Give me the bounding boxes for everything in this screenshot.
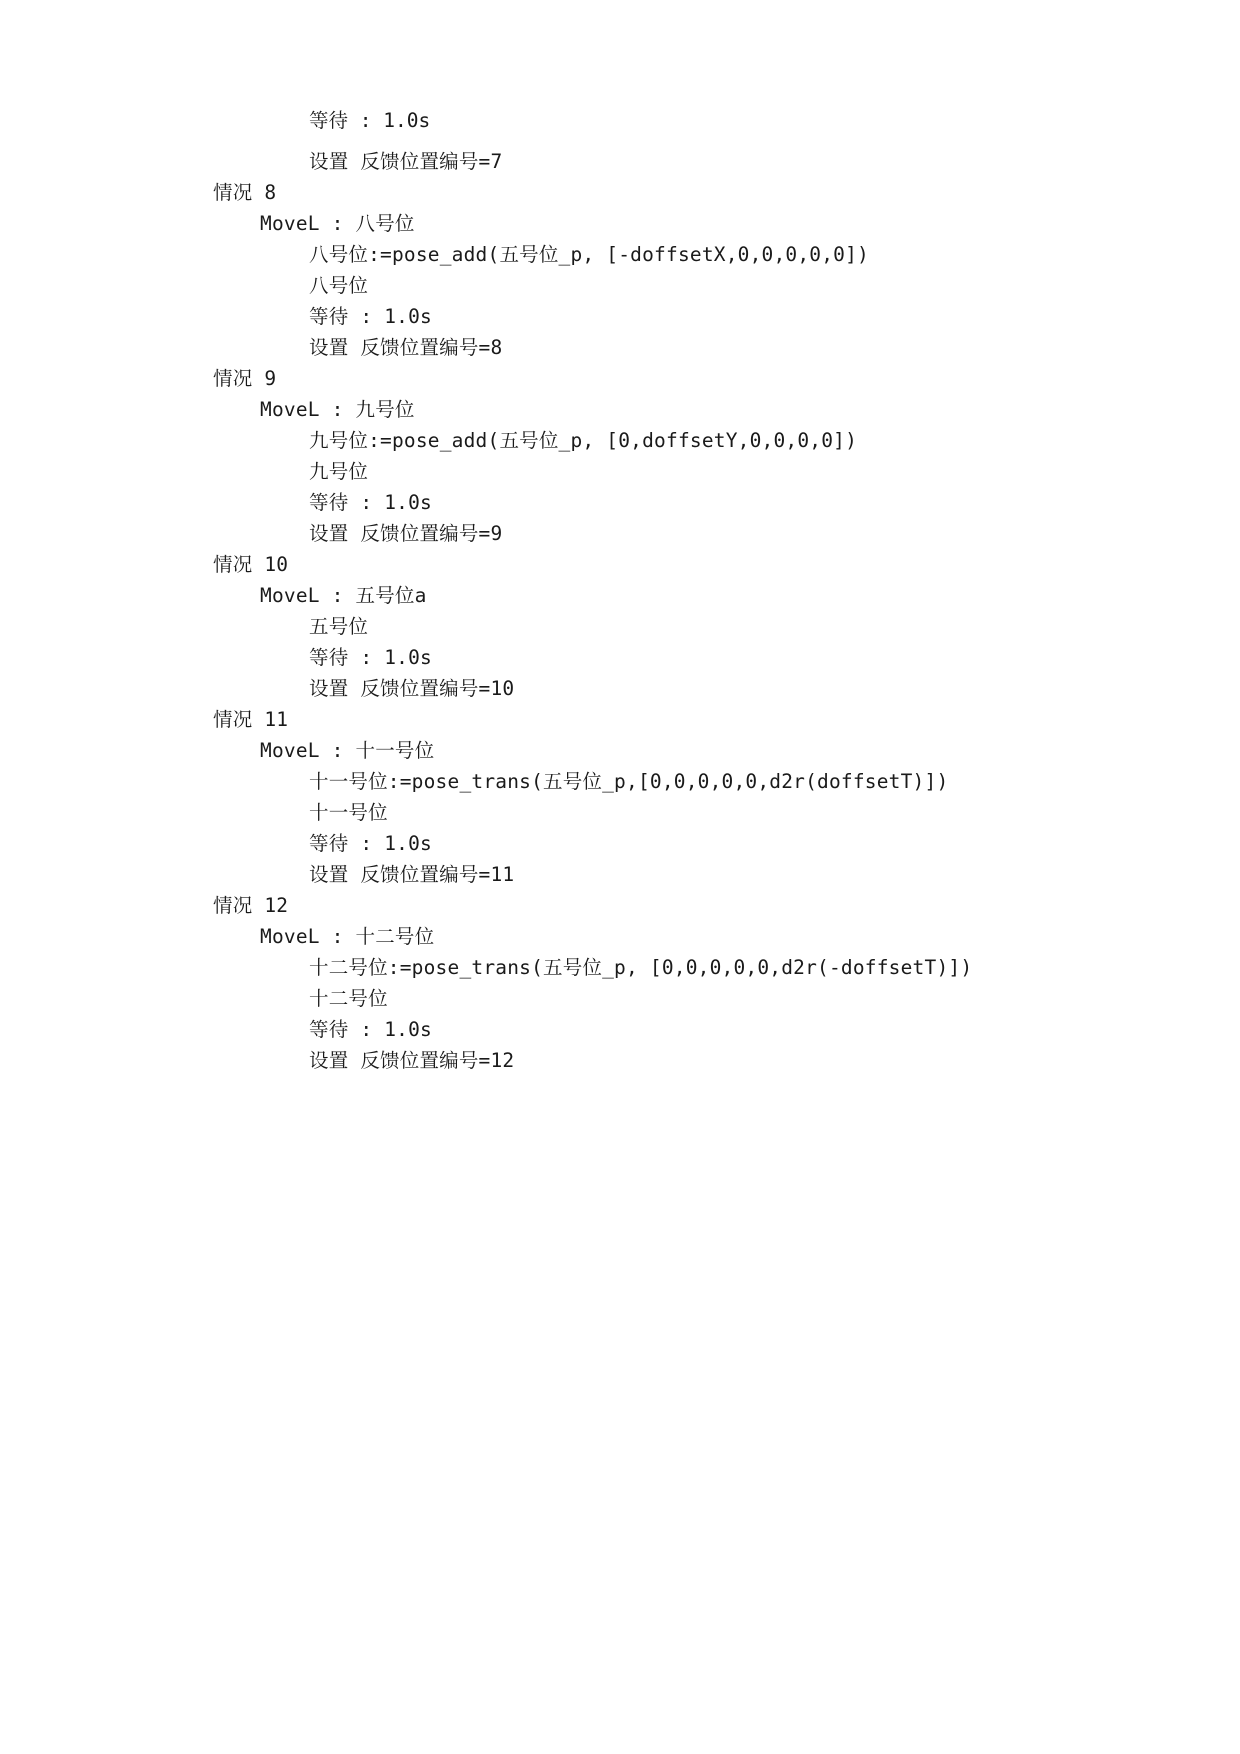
- set-feedback-line: 设置 反馈位置编号=7: [309, 150, 503, 173]
- waypoint-line: 八号位: [309, 274, 369, 297]
- wait-line: 等待 : 1.0s: [309, 832, 432, 855]
- program-listing: [0, 109, 1240, 1076]
- wait-line: 等待 : 1.0s: [309, 305, 432, 328]
- set-feedback-line: 设置 反馈位置编号=10: [309, 677, 515, 700]
- set-feedback-line: 设置 反馈位置编号=9: [309, 522, 503, 545]
- case-header: 情况 8: [213, 181, 277, 204]
- movel-line: MoveL : 九号位: [260, 398, 415, 421]
- set-feedback-line: 设置 反馈位置编号=8: [309, 336, 503, 359]
- wait-line: 等待 : 1.0s: [309, 1018, 432, 1041]
- case-header: 情况 12: [213, 894, 289, 917]
- clipped-wait-line: 等待 : 1.0s: [309, 109, 431, 132]
- assignment-line: 十一号位:=pose_trans(五号位_p,[0,0,0,0,0,d2r(doffsetT)]): [309, 770, 949, 793]
- waypoint-line: 九号位: [309, 460, 369, 483]
- assignment-line: 九号位:=pose_add(五号位_p, [0,doffsetY,0,0,0,0]): [309, 429, 858, 452]
- assignment-line: 八号位:=pose_add(五号位_p, [-doffsetX,0,0,0,0,0]): [309, 243, 869, 266]
- waypoint-line: 十一号位: [309, 801, 388, 824]
- wait-line: 等待 : 1.0s: [309, 646, 432, 669]
- wait-line: 等待 : 1.0s: [309, 491, 432, 514]
- waypoint-line: 五号位: [309, 615, 369, 638]
- waypoint-line: 十二号位: [309, 987, 388, 1010]
- movel-line: MoveL : 五号位a: [260, 584, 427, 607]
- set-feedback-line: 设置 反馈位置编号=11: [309, 863, 515, 886]
- movel-line: MoveL : 十一号位: [260, 739, 435, 762]
- set-feedback-line: 设置 反馈位置编号=12: [309, 1049, 515, 1072]
- case-header: 情况 10: [213, 553, 289, 576]
- assignment-line: 十二号位:=pose_trans(五号位_p, [0,0,0,0,0,d2r(-doffsetT)]): [309, 956, 973, 979]
- movel-line: MoveL : 八号位: [260, 212, 415, 235]
- case-header: 情况 11: [213, 708, 289, 731]
- case-header: 情况 9: [213, 367, 277, 390]
- movel-line: MoveL : 十二号位: [260, 925, 435, 948]
